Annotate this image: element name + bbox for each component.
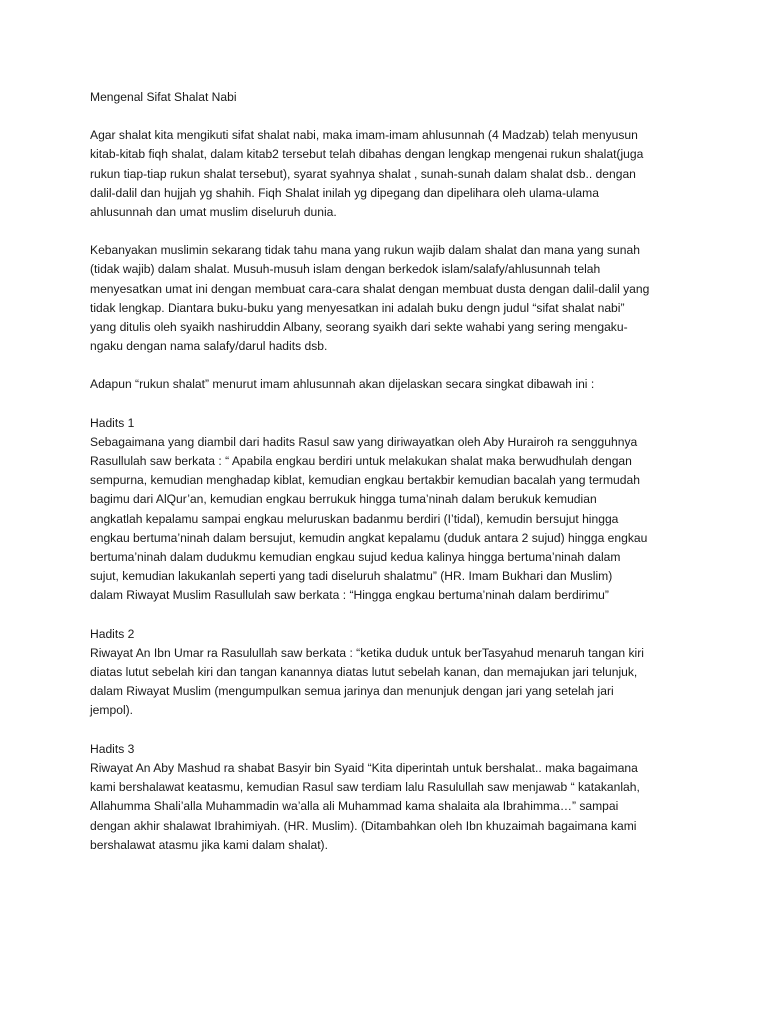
text-line: dalil-dalil dan hujjah yg shahih. Fiqh Shalat inilah yg dipegang dan dipelihara oleh ulama-ulama — [90, 185, 599, 200]
text-line: jempol). — [90, 703, 134, 718]
text-line: dengan akhir shalawat Ibrahimiyah. (HR. Muslim). (Ditambahkan oleh Ibn khuzaimah bagaimana kami — [90, 818, 637, 833]
hadits-section-2 — [90, 625, 708, 721]
intro-paragraph — [90, 126, 708, 222]
text-line: rukun tiap-tiap rukun shalat tersebut), syarat syahnya shalat , sunah-sunah dalam shalat dsb.. dengan — [90, 166, 636, 181]
text-line: Riwayat An Ibn Umar ra Rasulullah saw berkata : “ketika duduk untuk berTasyahud menaruh tangan kiri — [90, 645, 644, 660]
text-line: menyesatkan umat ini dengan membuat cara-cara shalat dengan membuat dusta dengan dalil-dalil yang — [90, 281, 650, 296]
second-paragraph — [90, 241, 708, 356]
text-line: Kebanyakan muslimin sekarang tidak tahu mana yang rukun wajib dalam shalat dan mana yang sunah — [90, 243, 640, 258]
text-line: engkau bertuma’ninah dalam bersujut, kemudin angkat kepalamu (duduk antara 2 sujud) hingga engkau — [90, 530, 648, 545]
text-line: bershalawat atasmu jika kami dalam shalat). — [90, 837, 328, 852]
hadits-section-1 — [90, 414, 708, 606]
text-line: angkatlah kepalamu sampai engkau meluruskan badanmu berdiri (I’tidal), kemudin bersujut hingga — [90, 511, 619, 526]
section-heading: Hadits 1 — [90, 415, 135, 430]
text-line: sujut, kemudian lakukanlah seperti yang tadi diseluruh shalatmu” (HR. Imam Bukhari dan Muslim) — [90, 569, 613, 584]
text-line: kitab-kitab fiqh shalat, dalam kitab2 tersebut telah dibahas dengan lengkap mengenai rukun shalat(juga — [90, 147, 644, 162]
text-line: (tidak wajib) dalam shalat. Musuh-musuh islam dengan berkedok islam/salafy/ahlusunnah telah — [90, 262, 601, 277]
text-line: bagimu dari AlQur’an, kemudian engkau berrukuk hingga tuma’ninah dalam berukuk kemudian — [90, 492, 597, 507]
text-line: sempurna, kemudian menghadap kiblat, kemudian engkau bertakbir kemudian bacalah yang termudah — [90, 473, 640, 488]
text-line: Riwayat An Aby Mashud ra shabat Basyir bin Syaid “Kita diperintah untuk bershalat.. maka bagaimana — [90, 760, 638, 775]
text-line: dalam Riwayat Muslim (mengumpulkan semua jarinya dan menunjuk dengan jari yang setelah jari — [90, 684, 614, 699]
text-line: ngaku dengan nama salafy/darul hadits dsb. — [90, 339, 328, 354]
text-line: Sebagaimana yang diambil dari hadits Rasul saw yang diriwayatkan oleh Aby Hurairoh ra sengguhnya — [90, 434, 638, 449]
text-line: Agar shalat kita mengikuti sifat shalat nabi, maka imam-imam ahlusunnah (4 Madzab) telah menyusun — [90, 128, 638, 143]
text-line: tidak lengkap. Diantara buku-buku yang menyesatkan ini adalah buku dengn judul “sifat shalat nabi” — [90, 300, 625, 315]
document-title: Mengenal Sifat Shalat Nabi — [90, 90, 237, 104]
section-heading: Hadits 3 — [90, 741, 135, 756]
text-line: ahlusunnah dan umat muslim diseluruh dunia. — [90, 205, 337, 220]
text-line: dalam Riwayat Muslim Rasullulah saw berkata : “Hingga engkau bertuma’ninah dalam berdirimu” — [90, 588, 609, 603]
text-line: yang ditulis oleh syaikh nashiruddin Albany, seorang syaikh dari sekte wahabi yang sering mengaku- — [90, 320, 628, 335]
third-paragraph — [90, 375, 708, 394]
text-line: bertuma’ninah dalam dudukmu kemudian engkau sujud kedua kalinya hingga bertuma’ninah dalam — [90, 550, 621, 565]
text-line: kami bershalawat keatasmu, kemudian Rasul saw terdiam lalu Rasulullah saw menjawab “ katakanlah, — [90, 780, 640, 795]
text-line: Rasullulah saw berkata : “ Apabila engkau berdiri untuk melakukan shalat maka berwudhulah dengan — [90, 454, 632, 469]
text-line: Allahumma Shali’alla Muhammadin wa’alla ali Muhammad kama shalaita ala Ibrahimma…” sampai — [90, 799, 619, 814]
hadits-section-3 — [90, 740, 708, 855]
text-line: diatas lutut sebelah kiri dan tangan kanannya diatas lutut sebelah kanan, dan memajukan jari telunjuk, — [90, 665, 638, 680]
text-line: Adapun “rukun shalat” menurut imam ahlusunnah akan dijelaskan secara singkat dibawah ini : — [90, 377, 595, 392]
section-heading: Hadits 2 — [90, 626, 135, 641]
